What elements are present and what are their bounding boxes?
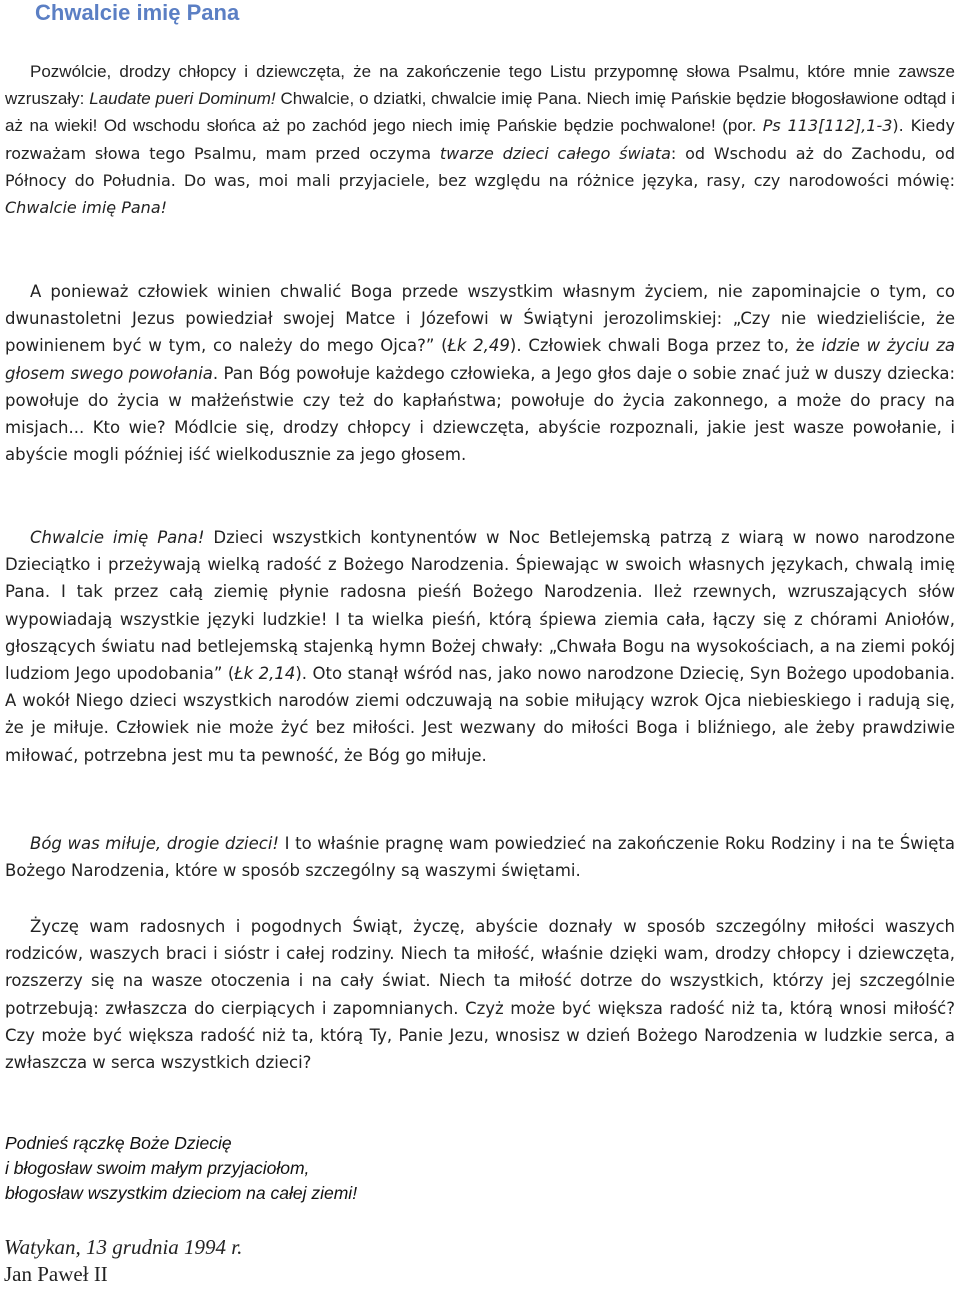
text-run: Dzieci wszystkich kontynentów w Noc Betlejemską patrzą z wiarą w nowo narodzone Dzieciątko i przeżywają wielką radość z Bożego Narodzenia. Śpiewając w swoich własnych językach, chwalą imię Pana. I tak przez całą ziemię płynie radosna pieśń Bożego Narodzenia. Ileż rzewnych, wzruszających słów wypowiadają wszystkie języki ludzkie! I ta wielka pieśń, którą śpiewa ziemia cała, łączy się z chórami Aniołów, głoszących światu nad betlejemską stajenką hymn Bożej chwały: „Chwała Bogu na wysokościach, a na ziemi pokój ludziom Jego upodobania” ( xyxy=(5,528,955,684)
paragraph-3 xyxy=(5,524,955,769)
signature-date: Watykan, 13 grudnia 1994 r. xyxy=(4,1235,243,1259)
text-run: I to właśnie pragnę wam powiedzieć na zakończenie Roku Rodziny i na te Święta Bożego Narodzenia, które w sposób szczególny są waszymi świętami. xyxy=(5,834,955,881)
paragraph-4 xyxy=(5,830,955,884)
signature-block xyxy=(4,1234,242,1288)
text-run: Chwalcie, o dziatki, chwalcie imię Pana. Niech imię Pańskie będzie błogosławione odtąd i aż na wieki! Od wschodu słońca aż po zachód jego niech imię Pańskie będzie pochwalone! (por. xyxy=(5,89,955,136)
paragraph-5 xyxy=(5,913,955,1076)
text-run: . Pan Bóg powołuje każdego człowieka, a Jego głos daje o sobie znać już w duszy dziecka: powołuje do życia w małżeństwie czy też do kapłaństwa; powołuje do życia zakonnego, a może do pracy na misjach... Kto wie? Módlcie się, drodzy chłopcy i dziewczęta, abyście rozpoznali, jakie jest wasze powołanie, i abyście mogli później iść wielkodusznie za jego głosem. xyxy=(5,363,956,465)
italic-run: Laudate pueri Dominum! xyxy=(89,89,276,109)
text-run: A ponieważ człowiek winien chwalić Boga przede wszystkim własnym życiem, nie zapominajcie o tym, co dwunastoletni Jezus powiedział swojej Matce i Józefowi w Świątyni jerozolimskiej: „Czy nie wiedzieliście, że powinienem być w tym, co należy do mego Ojca?” ( xyxy=(5,282,955,356)
page-title: Chwalcie imię Pana xyxy=(35,0,240,25)
prayer-line: Podnieś rączkę Boże Dziecię xyxy=(5,1133,232,1153)
paragraph-1 xyxy=(5,58,955,221)
prayer-line: błogosław wszystkim dzieciom na całej ziemi! xyxy=(5,1183,358,1203)
italic-run: idzie w życiu za głosem swego powołania xyxy=(5,336,955,383)
italic-run: twarze dzieci całego świata xyxy=(439,143,671,163)
text-run: ). Oto stanął wśród nas, jako nowo narodzone Dziecię, Syn Bożego upodobania. A wokół Niego dzieci wszystkich narodów ziemi odczuwają na sobie miłujący wzrok Ojca niebieskiego i radują się, że je miłuje. Człowiek nie może żyć bez miłości. Jest wezwany do miłości Boga i bliźniego, ale żeby prawdziwie miłować, potrzebna jest mu ta pewność, że Bóg go miłuje. xyxy=(5,664,955,765)
text-run: Życzę wam radosnych i pogodnych Świąt, życzę, abyście doznały w sposób szczególny miłości waszych rodziców, waszych braci i sióstr i całej rodziny. Niech ta miłość, właśnie dzięki wam, drodzy chłopcy i dziewczęta, rozszerzy się na wasze otoczenia i na cały świat. Niech ta miłość dotrze do wszystkich, którzy jej szczególnie potrzebują: zwłaszcza do cierpiących i zapomnianych. Czyż może być większa radość niż ta, którą wnosi miłość? Czy może być większa radość niż ta, którą Ty, Panie Jezu, wnosisz w dzień Bożego Narodzenia w ludzkie serca, a zwłaszcza w serca wszystkich dzieci? xyxy=(5,917,955,1073)
text-run: ). Człowiek chwali Boga przez to, że xyxy=(509,336,822,356)
prayer-line: i błogosław swoim małym przyjaciołom, xyxy=(5,1158,310,1178)
text-run: Pozwólcie, drodzy chłopcy i dziewczęta, że na zakończenie tego Listu przypomnę słowa Psalmu, które mnie zawsze wzruszały: xyxy=(5,62,955,109)
signature-name: Jan Paweł II xyxy=(4,1262,108,1286)
italic-run: Chwalcie imię Pana! xyxy=(30,528,205,547)
scripture-reference: Łk 2,14 xyxy=(234,664,296,684)
paragraph-2 xyxy=(5,278,955,468)
text-run: ). Kiedy rozważam słowa tego Psalmu, mam przed oczyma xyxy=(5,116,955,163)
scripture-reference: Ps 113[112],1-3 xyxy=(762,116,893,136)
closing-prayer xyxy=(5,1131,357,1206)
italic-run: Bóg was miłuje, drogie dzieci! xyxy=(30,834,280,853)
text-run: : od Wschodu aż do Zachodu, od Północy do Południa. Do was, moi mali przyjaciele, bez względu na różnice języka, rasy, czy narodowości mówię: xyxy=(5,143,956,190)
scripture-reference: Łk 2,49 xyxy=(447,336,510,356)
italic-run: Chwalcie imię Pana! xyxy=(5,198,168,218)
